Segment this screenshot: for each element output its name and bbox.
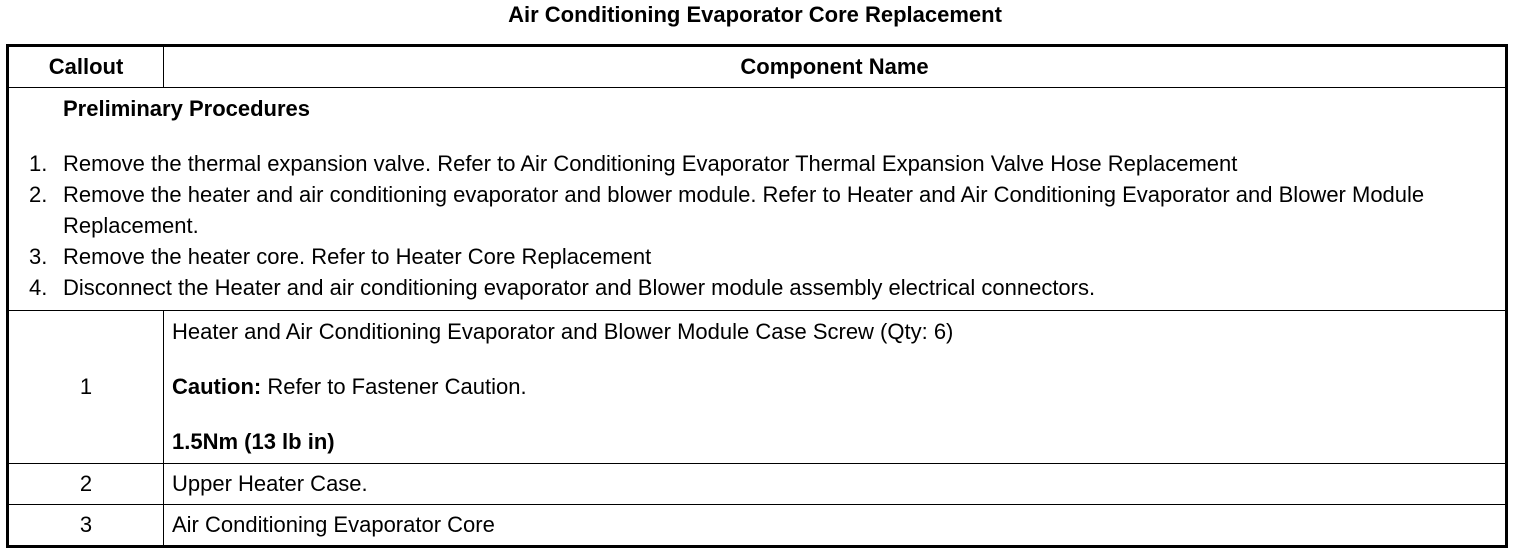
header-component-name: Component Name — [164, 46, 1507, 88]
caution-text: Refer to Fastener Caution. — [261, 374, 527, 399]
callout-number: 1 — [8, 311, 164, 464]
table-row — [8, 505, 1507, 547]
component-name: Heater and Air Conditioning Evaporator and Blower Module Case Screw (Qty: 6) — [172, 319, 954, 344]
preliminary-row — [8, 88, 1507, 311]
step-text: Remove the thermal expansion valve. Refer to Air Conditioning Evaporator Thermal Expansion Valve Hose Replacement — [63, 151, 1238, 176]
procedure-table — [6, 44, 1508, 548]
preliminary-step — [9, 241, 1505, 272]
torque-spec: 1.5Nm (13 lb in) — [172, 429, 335, 454]
caution-note — [172, 374, 1505, 400]
table-row — [8, 464, 1507, 505]
header-callout: Callout — [8, 46, 164, 88]
preliminary-step — [9, 272, 1505, 303]
document-title: Air Conditioning Evaporator Core Replacement — [508, 2, 1002, 27]
preliminary-procedures-heading: Preliminary Procedures — [63, 96, 311, 121]
preliminary-step — [9, 148, 1505, 179]
table-header-row — [8, 46, 1507, 88]
component-cell — [164, 311, 1507, 464]
step-number: 4. — [29, 275, 48, 300]
callout-number: 2 — [8, 464, 164, 505]
step-number: 2. — [29, 182, 48, 207]
step-text: Remove the heater and air conditioning evaporator and blower module. Refer to Heater and Air Conditioning Evaporator and Blower Module Replacement. — [63, 182, 1425, 238]
preliminary-steps-list — [9, 148, 1505, 303]
step-text: Disconnect the Heater and air conditioning evaporator and Blower module assembly electrical connectors. — [63, 275, 1096, 300]
step-number: 1. — [29, 151, 48, 176]
table-row — [8, 311, 1507, 464]
caution-label: Caution: — [172, 374, 262, 399]
preliminary-procedures-cell — [8, 88, 1507, 311]
step-number: 3. — [29, 244, 48, 269]
preliminary-step — [9, 179, 1505, 241]
step-text: Remove the heater core. Refer to Heater Core Replacement — [63, 244, 652, 269]
callout-number: 3 — [8, 505, 164, 547]
component-name: Upper Heater Case. — [164, 464, 1507, 505]
component-name: Air Conditioning Evaporator Core — [164, 505, 1507, 547]
